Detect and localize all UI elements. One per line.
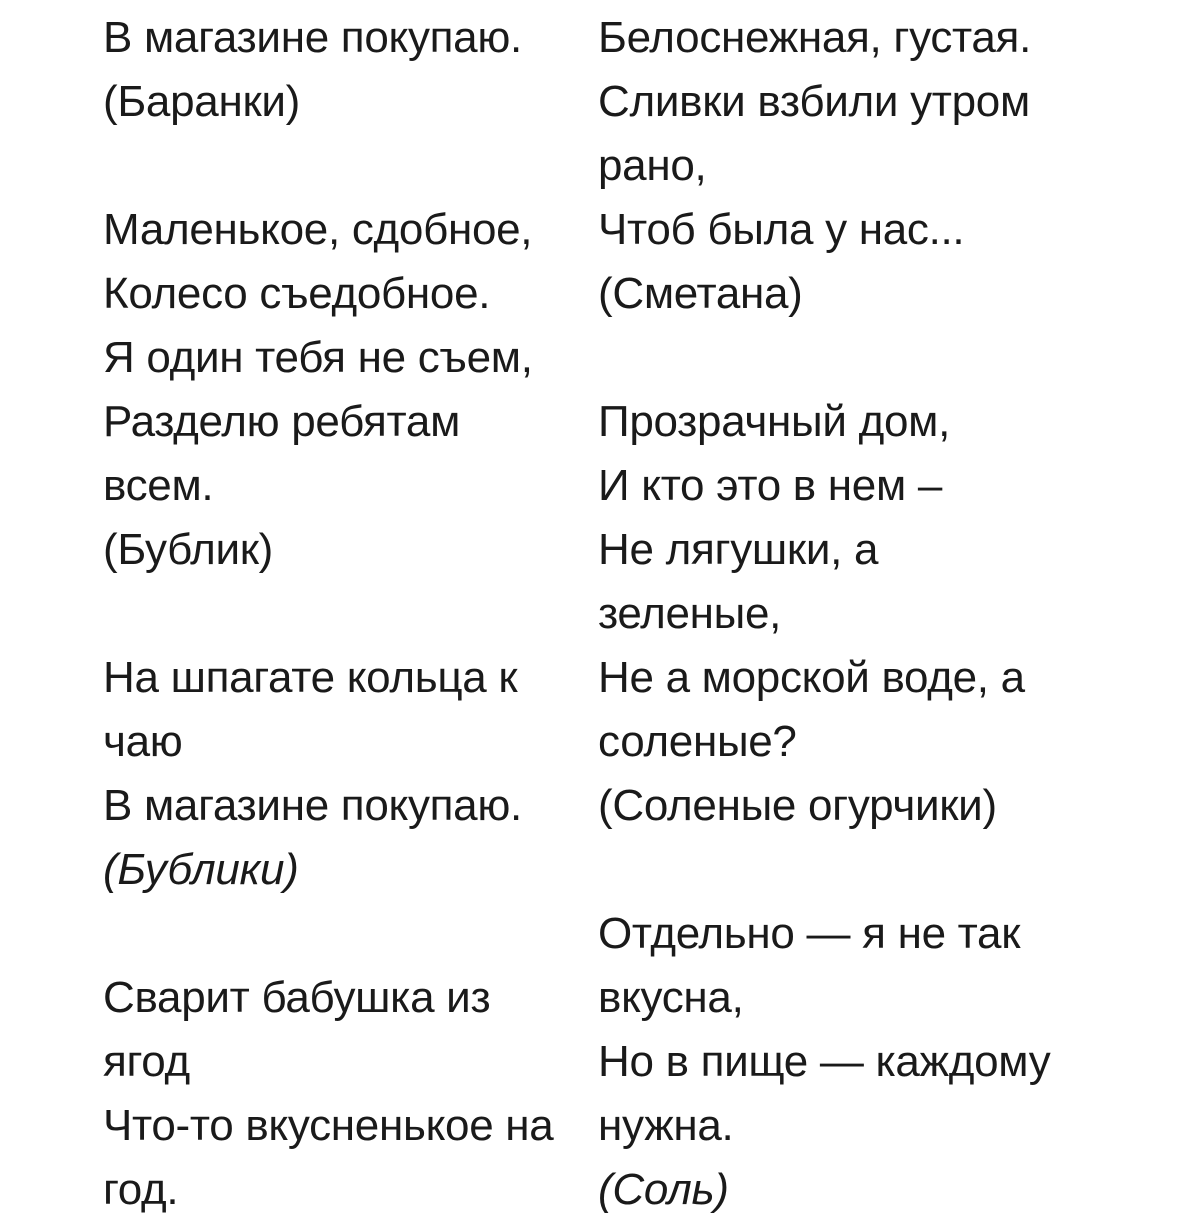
text-line: Чтоб была у нас... (598, 205, 965, 254)
text-line: соленые? (598, 717, 797, 766)
text-line: Колесо съедобное. (103, 269, 491, 318)
text-line: (Соленые огурчики) (598, 781, 997, 830)
text-line: Отдельно — я не так (598, 909, 1021, 958)
text-line: Я один тебя не съем, (103, 333, 533, 382)
text-line: И кто это в нем – (598, 461, 942, 510)
text-line: Не лягушки, а (598, 525, 879, 574)
text-line: Маленькое, сдобное, (103, 205, 533, 254)
text-line: (Баранки) (103, 77, 301, 126)
text-line: ягод (103, 1037, 190, 1086)
text-line: (Бублики) (103, 845, 299, 894)
text-line: Не а морской воде, а (598, 653, 1025, 702)
text-line: (Сметана) (598, 269, 803, 318)
text-line: На шпагате кольца к (103, 653, 518, 702)
text-line: В магазине покупаю. (103, 13, 522, 62)
text-line: зеленые, (598, 589, 782, 638)
text-line: Сварит бабушка из (103, 973, 491, 1022)
text-line: чаю (103, 717, 183, 766)
text-line: (Соль) (598, 1165, 729, 1214)
text-line: нужна. (598, 1101, 734, 1150)
text-line: всем. (103, 461, 214, 510)
text-line: рано, (598, 141, 707, 190)
text-line: Сливки взбили утром (598, 77, 1030, 126)
text-line: Но в пище — каждому (598, 1037, 1051, 1086)
text-line: вкусна, (598, 973, 744, 1022)
text-line: Прозрачный дом, (598, 397, 950, 446)
text-line: Разделю ребятам (103, 397, 461, 446)
text-line: Белоснежная, густая. (598, 13, 1032, 62)
text-line: В магазине покупаю. (103, 781, 522, 830)
text-line: год. (103, 1165, 179, 1214)
text-line: Что-то вкусненькое на (103, 1101, 554, 1150)
text-line: (Бублик) (103, 525, 274, 574)
